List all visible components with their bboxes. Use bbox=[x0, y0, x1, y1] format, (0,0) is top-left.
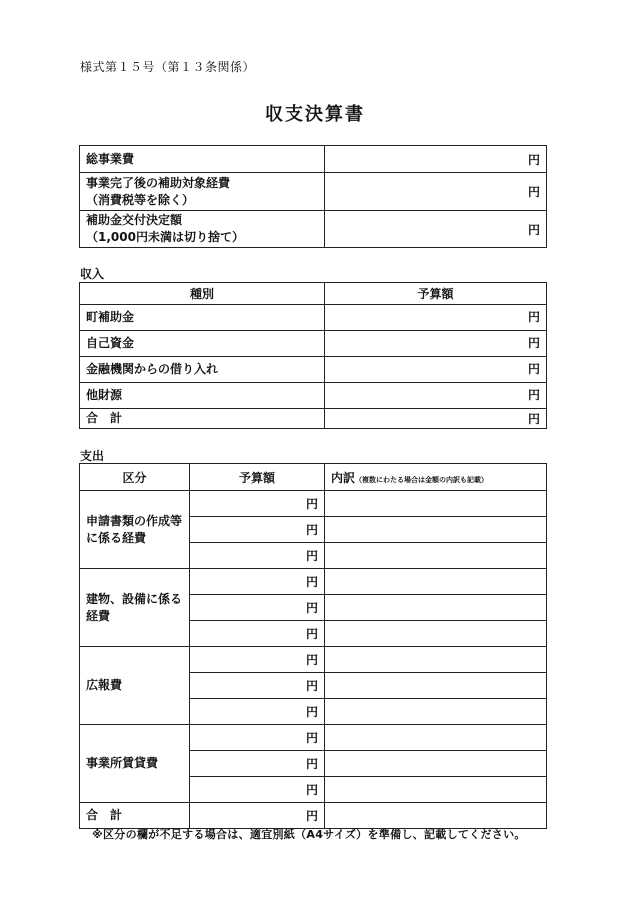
expense-amount-field[interactable]: 円 bbox=[190, 725, 325, 751]
expense-detail-field[interactable] bbox=[325, 595, 547, 621]
income-heading: 収入 bbox=[80, 267, 105, 281]
summary-amount-field[interactable]: 円 bbox=[325, 173, 547, 211]
expense-total-label: 合 計 bbox=[80, 803, 190, 829]
expense-amount-field[interactable]: 円 bbox=[190, 621, 325, 647]
expense-category-label: 事業所賃貸費 bbox=[80, 725, 190, 803]
summary-table bbox=[79, 145, 547, 248]
income-col-type: 種別 bbox=[80, 283, 325, 305]
expense-amount-field[interactable]: 円 bbox=[190, 777, 325, 803]
income-label: 町補助金 bbox=[80, 305, 325, 331]
summary-label: 補助金交付決定額 （1,000円未満は切り捨て） bbox=[80, 211, 325, 248]
expense-amount-field[interactable]: 円 bbox=[190, 673, 325, 699]
income-amount-field[interactable]: 円 bbox=[325, 357, 547, 383]
expense-amount-field[interactable]: 円 bbox=[190, 751, 325, 777]
expense-category-label: 広報費 bbox=[80, 647, 190, 725]
expense-detail-field[interactable] bbox=[325, 725, 547, 751]
summary-label: 事業完了後の補助対象経費 （消費税等を除く） bbox=[80, 173, 325, 211]
table-row bbox=[80, 725, 547, 751]
expense-amount-field[interactable]: 円 bbox=[190, 543, 325, 569]
summary-row-total-cost bbox=[80, 146, 547, 173]
expense-detail-field[interactable] bbox=[325, 621, 547, 647]
expense-amount-field[interactable]: 円 bbox=[190, 491, 325, 517]
expense-table bbox=[79, 463, 547, 829]
expense-col-detail: 内訳（複数にわたる場合は金額の内訳も記載） bbox=[325, 464, 547, 491]
expense-detail-field[interactable] bbox=[325, 543, 547, 569]
expense-category-label: 建物、設備に係る経費 bbox=[80, 569, 190, 647]
footnote: ※区分の欄が不足する場合は、適宜別紙（A4サイズ）を準備し、記載してください。 bbox=[92, 828, 526, 841]
table-row bbox=[80, 357, 547, 383]
expense-total-field[interactable]: 円 bbox=[190, 803, 325, 829]
summary-label: 総事業費 bbox=[80, 146, 325, 173]
expense-amount-field[interactable]: 円 bbox=[190, 517, 325, 543]
expense-detail-field[interactable] bbox=[325, 751, 547, 777]
expense-amount-field[interactable]: 円 bbox=[190, 595, 325, 621]
income-amount-field[interactable]: 円 bbox=[325, 383, 547, 409]
summary-amount-field[interactable]: 円 bbox=[325, 146, 547, 173]
income-label: 自己資金 bbox=[80, 331, 325, 357]
expense-col-budget: 予算額 bbox=[190, 464, 325, 491]
income-total-label: 合 計 bbox=[80, 409, 325, 429]
page-title: 収支決算書 bbox=[265, 104, 365, 125]
table-row bbox=[80, 647, 547, 673]
expense-category-label: 申請書類の作成等に係る経費 bbox=[80, 491, 190, 569]
expense-amount-field[interactable]: 円 bbox=[190, 569, 325, 595]
table-row bbox=[80, 305, 547, 331]
expense-detail-field[interactable] bbox=[325, 517, 547, 543]
expense-col-category: 区分 bbox=[80, 464, 190, 491]
table-row bbox=[80, 383, 547, 409]
summary-row-eligible-cost bbox=[80, 173, 547, 211]
summary-amount-field[interactable]: 円 bbox=[325, 211, 547, 248]
income-label: 他財源 bbox=[80, 383, 325, 409]
income-col-budget: 予算額 bbox=[325, 283, 547, 305]
expense-amount-field[interactable]: 円 bbox=[190, 647, 325, 673]
form-number: 様式第１５号（第１３条関係） bbox=[80, 60, 256, 74]
table-row bbox=[80, 331, 547, 357]
income-amount-field[interactable]: 円 bbox=[325, 331, 547, 357]
expense-detail-note: （複数にわたる場合は金額の内訳も記載） bbox=[355, 475, 489, 484]
expense-total-detail-field[interactable] bbox=[325, 803, 547, 829]
expense-detail-field[interactable] bbox=[325, 491, 547, 517]
expense-total-row bbox=[80, 803, 547, 829]
expense-detail-field[interactable] bbox=[325, 777, 547, 803]
income-amount-field[interactable]: 円 bbox=[325, 305, 547, 331]
expense-detail-field[interactable] bbox=[325, 673, 547, 699]
table-row bbox=[80, 491, 547, 517]
expense-detail-field[interactable] bbox=[325, 569, 547, 595]
summary-row-grant-amount bbox=[80, 211, 547, 248]
expense-detail-field[interactable] bbox=[325, 699, 547, 725]
expense-heading: 支出 bbox=[80, 449, 105, 463]
expense-detail-field[interactable] bbox=[325, 647, 547, 673]
expense-amount-field[interactable]: 円 bbox=[190, 699, 325, 725]
income-label: 金融機関からの借り入れ bbox=[80, 357, 325, 383]
table-row bbox=[80, 569, 547, 595]
income-total-field[interactable]: 円 bbox=[325, 409, 547, 429]
income-total-row bbox=[80, 409, 547, 429]
income-table bbox=[79, 282, 547, 429]
